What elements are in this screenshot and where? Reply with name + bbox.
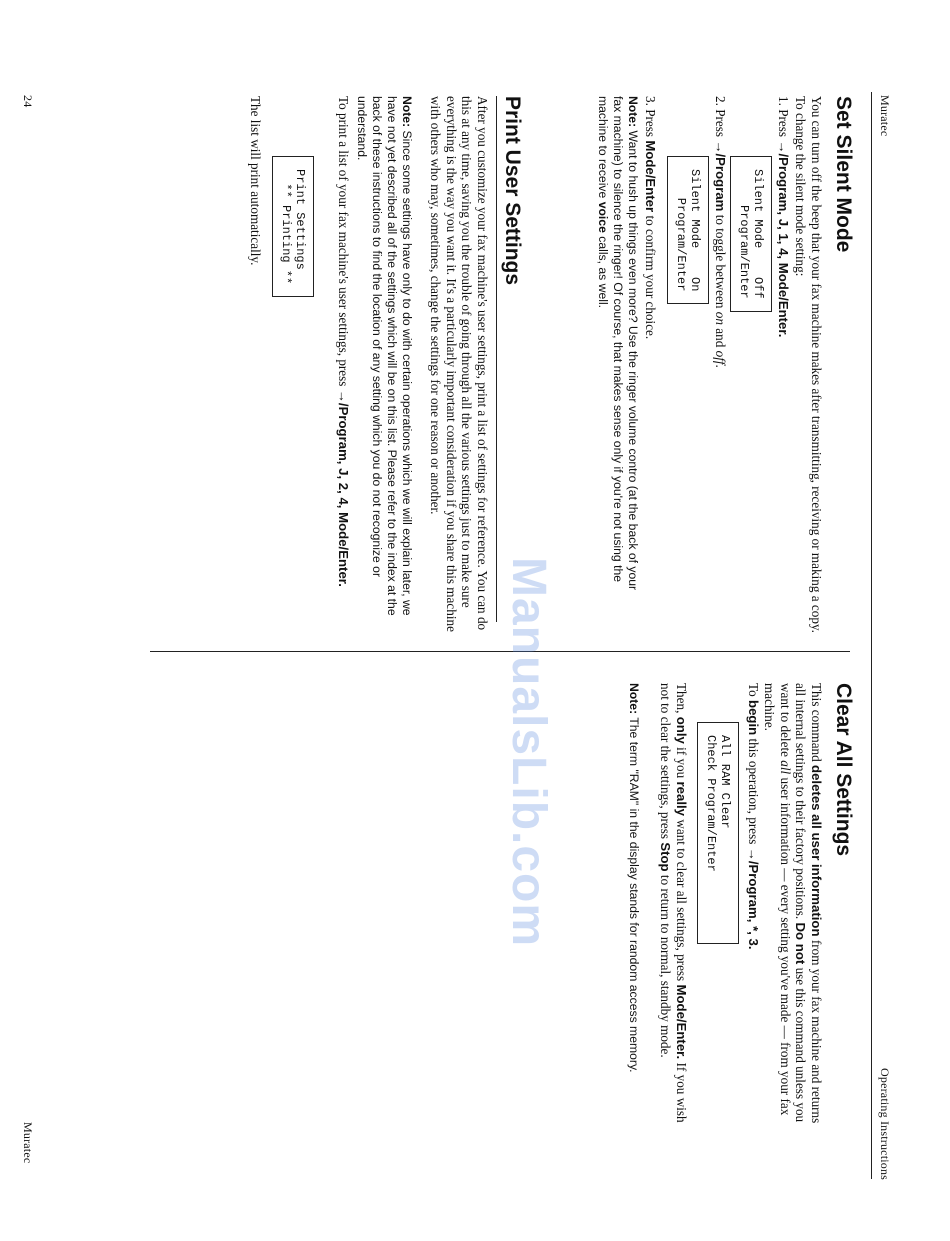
step-text: to confirm your choice.: [643, 212, 658, 340]
silent-step-3: [643, 96, 659, 641]
text: from your fax machine and returns all internal settings to their factory positions.: [793, 683, 824, 1124]
header-brand: Muratec: [878, 95, 892, 137]
clear-all-para-3: [658, 683, 689, 1138]
text: this operation, press: [746, 735, 761, 848]
print-settings-para: After you customize your fax machine's user settings, print a list of settings for reference. You can do this at any time, saving you the trouble of going through all the various settings just to make sure everything is the way you want it. It's a particularly important consideration if you share this machine with others who may, sometimes, change the settings for one reason or another.: [428, 96, 490, 632]
step-text: .: [713, 364, 728, 368]
lcd-line: Program/Enter: [674, 169, 688, 292]
text: use this command unless you want to delete: [778, 683, 809, 1123]
note-emphasis: voice: [596, 201, 610, 233]
lcd-line: Print Settings: [293, 169, 307, 270]
clear-all-para-2: [746, 683, 762, 1138]
note-text: Since some settings have only to do with certain operations which we will explain later, we have not yet described all of the settings which will be on this list. Please refer to the index at the back of these instructions to find the location of any setting which you do not recognize or understand.: [355, 96, 414, 616]
clear-all-note: [626, 683, 641, 1138]
key-sequence: Mode/Enter: [643, 140, 658, 213]
lcd-silent-on: [667, 156, 709, 304]
instruction-text: To print a list of your fax machine's user settings, press: [336, 96, 351, 390]
note-text: calls, as well.: [596, 232, 610, 309]
text: To: [746, 683, 761, 701]
silent-mode-intro: You can turn off the beep that your fax machine makes after transmitting, receiving or making a copy. To change the silent mode setting:: [793, 96, 824, 633]
print-settings-instruction: [336, 96, 352, 641]
step-text: to toggle between: [713, 211, 728, 312]
text: to return to normal, standby mode.: [658, 871, 674, 1058]
header-section: Operating Instructions: [878, 1068, 892, 1181]
lcd-print-settings: [272, 156, 314, 297]
text: if you: [674, 743, 689, 782]
key-name: Mode/Enter.: [674, 984, 689, 1060]
text: Then,: [674, 683, 689, 717]
clear-all-para-1: [762, 683, 824, 1138]
header-rule: [871, 92, 872, 1179]
note-text: The term "RAM" in the display stands for random access memory.: [627, 714, 641, 1073]
key-sequence: →/Program, *, 3.: [746, 847, 761, 950]
on-word: on: [713, 311, 728, 325]
text: If you wish not to clear the settings, press: [658, 683, 689, 1123]
silent-step-2: [713, 96, 729, 641]
key-name: Stop: [658, 842, 674, 872]
note-label: Note:: [627, 683, 641, 715]
step-text: Press: [776, 109, 791, 141]
emphasis: begin: [746, 700, 761, 736]
silent-step-1: [776, 96, 792, 641]
text: This command: [809, 683, 824, 766]
section-rule: [496, 96, 497, 622]
lcd-line: ** Printing **: [279, 169, 293, 285]
print-automatic-note: The list will print automatically.: [248, 96, 263, 266]
emphasis: only: [674, 716, 689, 744]
emphasis-italic: all: [778, 760, 793, 775]
lcd-silent-off: [730, 156, 772, 312]
emphasis: deletes all user information: [809, 765, 824, 937]
step-text: Press: [643, 109, 658, 141]
column-divider: [150, 651, 850, 652]
key-sequence: →/Program, J, 1, 4, Mode/Enter.: [776, 140, 791, 338]
note-label: Note:: [400, 96, 414, 128]
print-settings-note: [354, 96, 414, 641]
page-number: 24: [21, 95, 35, 108]
lcd-ram-clear: [697, 722, 739, 944]
lcd-line: Silent Mode Off: [751, 169, 765, 299]
silent-note: [595, 96, 640, 606]
step-number: 1.: [776, 96, 791, 106]
text: user information — every setting you've made — from your fax machine.: [762, 683, 793, 1116]
emphasis: really: [674, 781, 689, 817]
key-sequence: →/Program, J, 2, 4, Mode/Enter.: [336, 389, 351, 587]
step-text: and: [713, 324, 728, 351]
lcd-line: Silent Mode On: [688, 169, 702, 292]
note-label: Note:: [626, 96, 640, 128]
lcd-line: Program/Enter: [737, 169, 751, 299]
lcd-line: All RAM Clear: [718, 735, 732, 829]
step-number: 2.: [713, 96, 728, 106]
footer-brand: Muratec: [21, 1122, 35, 1164]
step-number: 3.: [643, 96, 658, 106]
key-sequence: →/Program: [713, 140, 728, 212]
title-silent-mode: Set Silent Mode: [832, 96, 855, 253]
watermark: ManualsLib.com: [502, 557, 555, 948]
emphasis: Do not: [793, 922, 809, 965]
off-word: off: [713, 350, 728, 365]
step-text: Press: [713, 109, 728, 141]
text: want to clear all settings, press: [674, 816, 689, 985]
lcd-line: Check Program/Enter: [704, 735, 718, 872]
note-text: Want to hush up things even more? Use the ringer volume contro (at the back of your fax machine) to silence the ringer! Of course, that makes sense only if you're not using the machine to receive: [596, 96, 640, 591]
title-clear-all-settings: Clear All Settings: [832, 683, 855, 857]
title-print-user-settings: Print User Settings: [501, 96, 524, 286]
